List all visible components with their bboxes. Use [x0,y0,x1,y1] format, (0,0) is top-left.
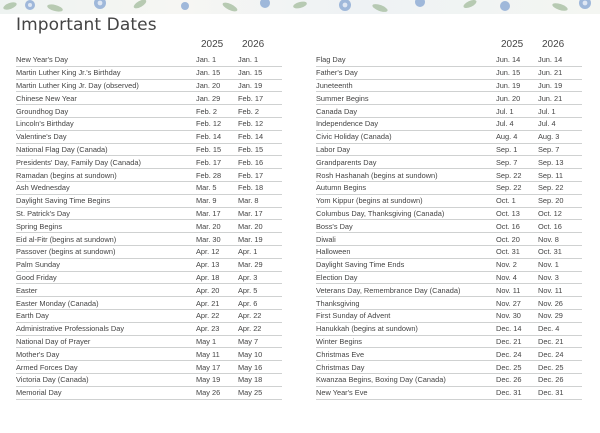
date-2025: Oct. 13 [496,208,520,218]
holiday-name: Flag Day [316,55,346,65]
date-row [16,67,282,80]
date-2025: Sep. 7 [496,157,518,167]
holiday-name: Easter [16,285,38,295]
date-2025: Apr. 13 [196,260,220,270]
holiday-name: Mother's Day [16,349,60,359]
date-row [316,297,582,310]
date-2025: Jun. 15 [496,68,521,78]
holiday-name: Eid al-Fitr (begins at sundown) [16,234,117,244]
date-row [316,208,582,221]
date-2025: Feb. 14 [196,132,222,142]
date-2026: Apr. 22 [238,324,262,334]
date-2026: Dec. 25 [538,362,564,372]
date-2025: Nov. 27 [496,298,521,308]
holiday-name: Columbus Day, Thanksgiving (Canada) [316,208,445,218]
date-row [16,195,282,208]
date-2025: Oct. 31 [496,247,520,257]
holiday-name: Grandparents Day [316,157,377,167]
date-2026: Jun. 21 [538,68,563,78]
right-year-2025-header: 2025 [501,39,524,50]
holiday-name: Halloween [316,247,351,257]
date-2026: Sep. 20 [538,196,564,206]
holiday-name: Ramadan (begins at sundown) [16,170,117,180]
holiday-name: Christmas Eve [316,349,365,359]
floral-pattern [0,0,600,14]
date-2025: Mar. 9 [196,196,217,206]
date-2025: Dec. 26 [496,375,522,385]
date-row [16,208,282,221]
date-row [316,374,582,387]
date-row [16,348,282,361]
holiday-name: Memorial Day [16,388,62,398]
date-2025: Apr. 21 [196,298,220,308]
date-row [16,156,282,169]
date-2026: Feb. 15 [238,144,264,154]
date-2025: Jun. 14 [496,55,521,65]
left-dates-column [16,54,282,400]
date-2026: Apr. 3 [238,272,258,282]
date-2026: Oct. 12 [538,208,562,218]
date-row [16,169,282,182]
date-2025: Apr. 18 [196,272,220,282]
date-2025: Feb. 15 [196,144,222,154]
date-2026: Aug. 3 [538,132,560,142]
holiday-name: Canada Day [316,106,358,116]
holiday-name: Palm Sunday [16,260,60,270]
date-2025: Sep. 22 [496,170,522,180]
holiday-name: Veterans Day, Remembrance Day (Canada) [316,285,461,295]
date-2026: Feb. 17 [238,93,264,103]
date-2026: Mar. 8 [238,196,259,206]
date-row [16,310,282,323]
date-2025: Jul. 1 [496,106,514,116]
date-2026: Sep. 22 [538,183,564,193]
date-2025: Jan. 29 [196,93,221,103]
date-2026: Jan. 1 [238,55,259,65]
date-2025: Aug. 4 [496,132,518,142]
date-2025: Apr. 23 [196,324,220,334]
date-2026: Dec. 21 [538,336,564,346]
date-row [16,323,282,336]
date-row [316,220,582,233]
date-2025: May 17 [196,362,221,372]
date-2025: Apr. 22 [196,311,220,321]
holiday-name: Chinese New Year [16,93,77,103]
left-year-2025-header: 2025 [201,39,224,50]
date-2026: Oct. 31 [538,247,562,257]
date-2026: Apr. 22 [238,311,262,321]
date-2025: Jun. 19 [496,80,521,90]
date-row [316,156,582,169]
date-2026: Dec. 4 [538,324,560,334]
holiday-name: Armed Forces Day [16,362,78,372]
date-2025: Dec. 25 [496,362,522,372]
date-2026: Dec. 31 [538,388,564,398]
date-2026: Apr. 6 [238,298,258,308]
holiday-name: Rosh Hashanah (begins at sundown) [316,170,438,180]
date-row [316,144,582,157]
date-2026: Nov. 26 [538,298,563,308]
date-2026: Feb. 14 [238,132,264,142]
date-row [316,233,582,246]
holiday-name: Summer Begins [316,93,369,103]
date-2025: Feb. 28 [196,170,222,180]
date-2026: Mar. 20 [238,221,263,231]
date-2025: Oct. 16 [496,221,520,231]
holiday-name: Kwanzaa Begins, Boxing Day (Canada) [316,375,446,385]
date-2025: Mar. 20 [196,221,221,231]
right-year-2026-header: 2026 [542,39,565,50]
date-2026: Mar. 29 [238,260,263,270]
date-row [16,297,282,310]
right-dates-column [316,54,582,400]
holiday-name: Thanksgiving [316,298,360,308]
date-2025: Nov. 4 [496,272,517,282]
holiday-name: Juneteenth [316,80,353,90]
holiday-name: Martin Luther King Jr.'s Birthday [16,68,121,78]
holiday-name: Yom Kippur (begins at sundown) [316,196,423,206]
holiday-name: Winter Begins [316,336,363,346]
holiday-name: Earth Day [16,311,49,321]
date-2026: Jan. 15 [238,68,263,78]
date-2026: Jun. 14 [538,55,563,65]
date-row [316,92,582,105]
date-2026: Jul. 1 [538,106,556,116]
date-2025: Jun. 20 [496,93,521,103]
date-row [316,195,582,208]
date-row [16,336,282,349]
date-2025: Feb. 17 [196,157,222,167]
date-2025: Jul. 4 [496,119,514,129]
date-row [316,348,582,361]
holiday-name: Ash Wednesday [16,183,70,193]
date-2025: Apr. 20 [196,285,220,295]
date-2026: Sep. 13 [538,157,564,167]
date-2026: Feb. 18 [238,183,264,193]
date-row [16,361,282,374]
page-title: Important Dates [16,15,157,35]
date-2026: Feb. 2 [238,106,259,116]
date-2025: Mar. 17 [196,208,221,218]
date-row [16,182,282,195]
holiday-name: Martin Luther King Jr. Day (observed) [16,80,139,90]
date-row [316,182,582,195]
holiday-name: New Year's Day [16,55,68,65]
date-2026: May 7 [238,336,259,346]
holiday-name: Lincoln's Birthday [16,119,74,129]
holiday-name: Christmas Day [316,362,365,372]
date-2026: Feb. 17 [238,170,264,180]
holiday-name: New Year's Eve [316,388,368,398]
date-2025: Jan. 20 [196,80,221,90]
date-2026: May 25 [238,388,263,398]
date-row [16,284,282,297]
date-2026: Nov. 8 [538,234,559,244]
holiday-name: Valentine's Day [16,132,67,142]
holiday-name: Diwali [316,234,336,244]
date-2026: May 18 [238,375,263,385]
date-2026: Jun. 21 [538,93,563,103]
date-row [316,67,582,80]
date-row [16,80,282,93]
date-2026: Sep. 7 [538,144,560,154]
date-2026: Nov. 3 [538,272,559,282]
date-row [316,272,582,285]
date-2025: May 11 [196,349,220,359]
holiday-name: First Sunday of Advent [316,311,391,321]
date-2025: Feb. 12 [196,119,222,129]
date-2026: Nov. 11 [538,285,563,295]
date-row [16,92,282,105]
date-row [16,374,282,387]
date-row [316,259,582,272]
holiday-name: Boss's Day [316,221,353,231]
date-row [316,310,582,323]
date-2025: Apr. 12 [196,247,220,257]
date-2025: May 19 [196,375,221,385]
date-row [16,259,282,272]
date-row [316,336,582,349]
left-year-2026-header: 2026 [242,39,265,50]
date-2026: Feb. 12 [238,119,264,129]
date-2025: Nov. 11 [496,285,521,295]
holiday-name: Groundhog Day [16,106,69,116]
date-2026: Feb. 16 [238,157,264,167]
date-2026: Mar. 19 [238,234,263,244]
date-row [316,361,582,374]
date-row [16,387,282,400]
date-2026: Nov. 29 [538,311,563,321]
holiday-name: Passover (begins at sundown) [16,247,116,257]
date-2026: Nov. 1 [538,260,559,270]
date-row [16,272,282,285]
floral-border [0,0,600,14]
holiday-name: Victoria Day (Canada) [16,375,89,385]
date-row [16,246,282,259]
holiday-name: Father's Day [316,68,358,78]
date-row [16,54,282,67]
date-row [16,220,282,233]
date-2026: Sep. 11 [538,170,563,180]
date-2025: Jan. 1 [196,55,217,65]
date-row [316,131,582,144]
date-2025: Dec. 31 [496,388,522,398]
date-2025: May 1 [196,336,217,346]
date-row [316,169,582,182]
date-row [16,144,282,157]
date-row [16,233,282,246]
date-2025: Mar. 30 [196,234,221,244]
date-2026: May 16 [238,362,263,372]
holiday-name: National Day of Prayer [16,336,91,346]
date-2025: Sep. 1 [496,144,518,154]
date-row [316,80,582,93]
date-2025: Dec. 24 [496,349,522,359]
date-row [316,284,582,297]
holiday-name: Labor Day [316,144,351,154]
date-2026: Jul. 4 [538,119,556,129]
date-row [316,54,582,67]
date-2025: Feb. 2 [196,106,217,116]
date-2025: Sep. 22 [496,183,522,193]
date-2025: Dec. 21 [496,336,522,346]
holiday-name: Election Day [316,272,358,282]
date-2025: May 26 [196,388,221,398]
date-2026: Dec. 24 [538,349,564,359]
holiday-name: St. Patrick's Day [16,208,70,218]
date-row [16,118,282,131]
date-2026: Apr. 5 [238,285,258,295]
date-2026: Oct. 16 [538,221,562,231]
holiday-name: Presidents' Day, Family Day (Canada) [16,157,141,167]
holiday-name: Civic Holiday (Canada) [316,132,392,142]
holiday-name: Hanukkah (begins at sundown) [316,324,418,334]
date-row [316,246,582,259]
holiday-name: Daylight Saving Time Begins [16,196,111,206]
date-2026: Apr. 1 [238,247,258,257]
date-2025: Dec. 14 [496,324,522,334]
date-row [316,105,582,118]
date-row [16,131,282,144]
date-2026: Jan. 19 [238,80,263,90]
date-2026: Dec. 26 [538,375,564,385]
date-2026: Jun. 19 [538,80,563,90]
date-2025: Mar. 5 [196,183,217,193]
date-2025: Jan. 15 [196,68,221,78]
holiday-name: Easter Monday (Canada) [16,298,99,308]
date-row [16,105,282,118]
holiday-name: Administrative Professionals Day [16,324,125,334]
holiday-name: Autumn Begins [316,183,367,193]
date-2026: May 10 [238,349,263,359]
holiday-name: Independence Day [316,119,379,129]
date-2025: Oct. 1 [496,196,516,206]
holiday-name: Daylight Saving Time Ends [316,260,405,270]
date-row [316,118,582,131]
holiday-name: Spring Begins [16,221,63,231]
date-2026: Mar. 17 [238,208,263,218]
holiday-name: National Flag Day (Canada) [16,144,108,154]
date-2025: Oct. 20 [496,234,520,244]
date-row [316,387,582,400]
holiday-name: Good Friday [16,272,57,282]
date-2025: Nov. 30 [496,311,521,321]
date-row [316,323,582,336]
date-2025: Nov. 2 [496,260,517,270]
